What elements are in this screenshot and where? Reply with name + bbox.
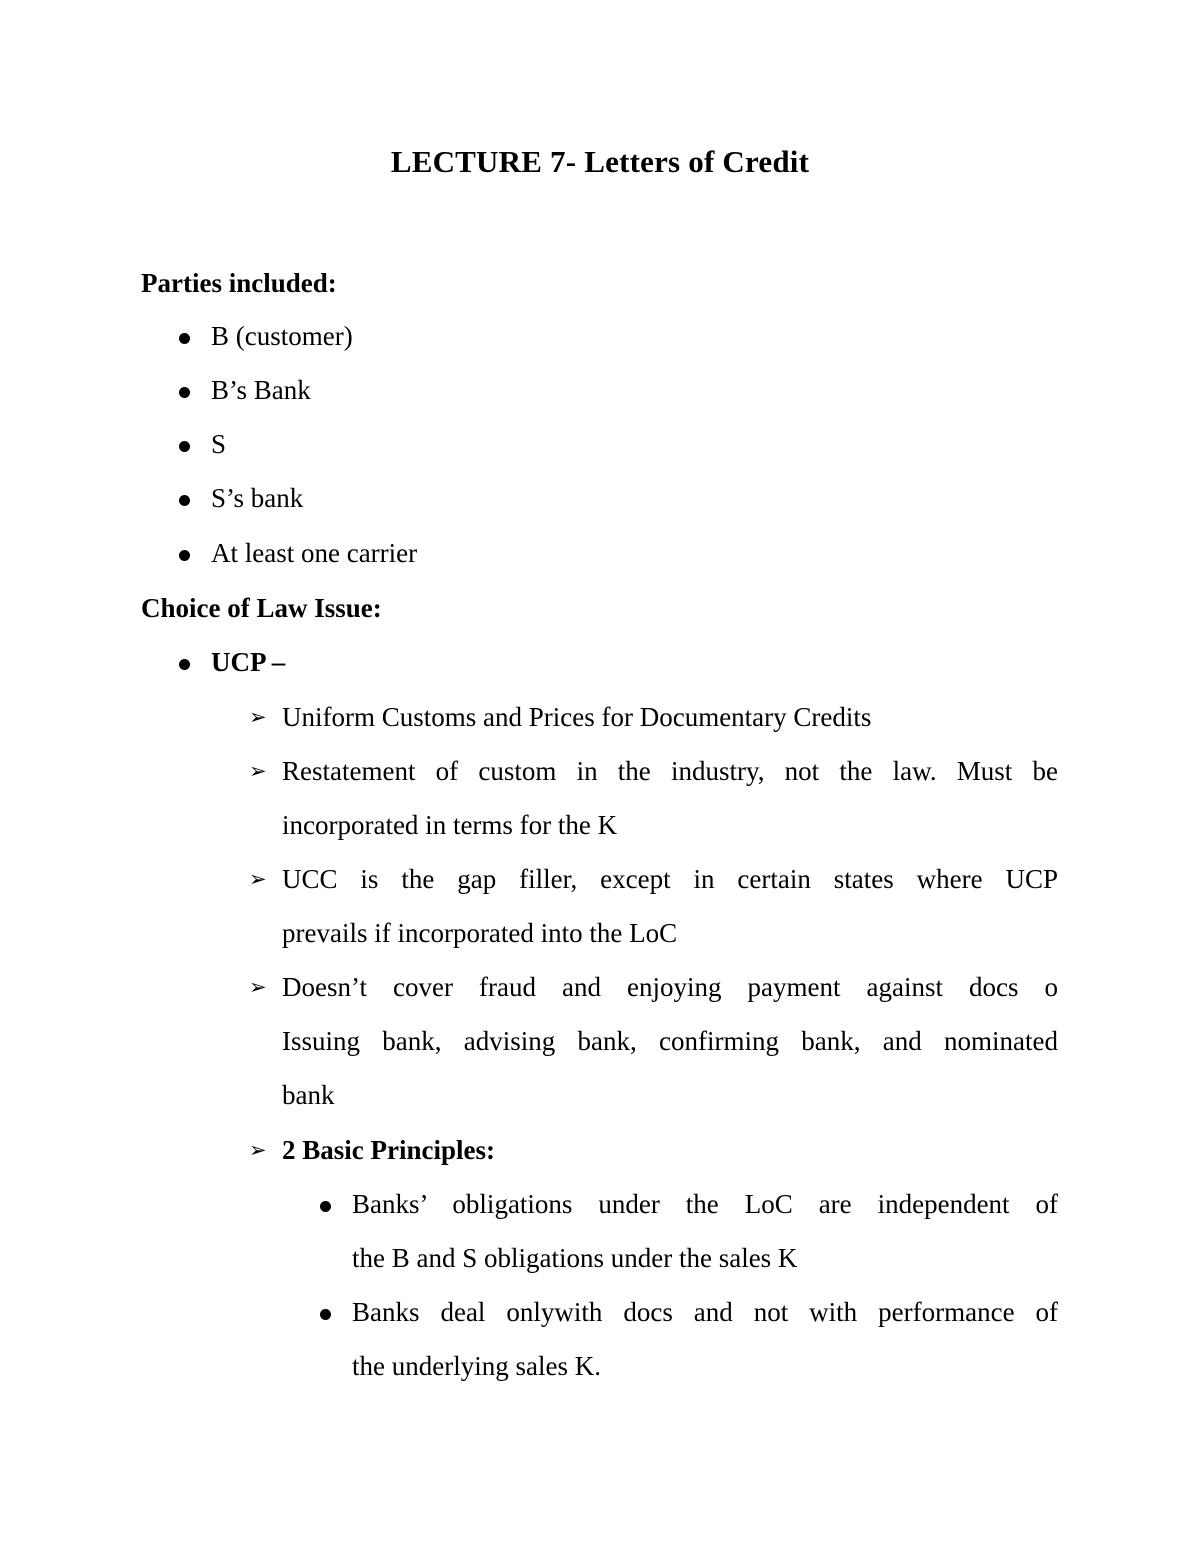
list-item-line: Restatement of custom in the industry, not the law. Must be xyxy=(282,756,1058,786)
bullet-icon xyxy=(179,495,190,506)
bullet-icon xyxy=(179,550,190,561)
choice-of-law-heading: Choice of Law Issue: xyxy=(141,593,382,623)
list-item-line: Issuing bank, advising bank, confirming bank, and nominated xyxy=(282,1026,1058,1056)
list-item-line: Uniform Customs and Prices for Documentary Credits xyxy=(282,702,872,732)
principles-heading: 2 Basic Principles: xyxy=(282,1135,495,1165)
bullet-icon xyxy=(320,1309,331,1320)
bullet-icon xyxy=(320,1201,331,1212)
list-item-line: bank xyxy=(282,1080,335,1110)
arrow-bullet-icon: ➢ xyxy=(249,867,267,891)
list-item: B’s Bank xyxy=(211,375,311,405)
arrow-bullet-icon: ➢ xyxy=(249,705,267,729)
arrow-bullet-icon: ➢ xyxy=(249,1138,267,1162)
list-item-line: incorporated in terms for the K xyxy=(282,810,618,840)
arrow-bullet-icon: ➢ xyxy=(249,759,267,783)
page-title: LECTURE 7- Letters of Credit xyxy=(390,144,810,179)
list-item: B (customer) xyxy=(211,321,353,351)
bullet-icon xyxy=(179,659,190,670)
list-item: At least one carrier xyxy=(211,538,418,568)
list-item-line: Banks deal onlywith docs and not with performance of xyxy=(352,1297,1058,1327)
ucp-label: UCP – xyxy=(211,647,286,677)
list-item: S xyxy=(211,429,227,459)
bullet-icon xyxy=(179,333,190,344)
list-item-line: UCC is the gap filler, except in certain states where UCP xyxy=(282,864,1058,894)
list-item-line: Doesn’t cover fraud and enjoying payment against docs o xyxy=(282,972,1058,1002)
list-item-line: prevails if incorporated into the LoC xyxy=(282,918,678,948)
list-item-line: Banks’ obligations under the LoC are independent of xyxy=(352,1189,1058,1219)
parties-heading: Parties included: xyxy=(141,268,337,298)
list-item-line: the B and S obligations under the sales K xyxy=(352,1243,798,1273)
bullet-icon xyxy=(179,387,190,398)
list-item-line: the underlying sales K. xyxy=(352,1351,601,1381)
arrow-bullet-icon: ➢ xyxy=(249,975,267,999)
list-item: S’s bank xyxy=(211,483,304,513)
bullet-icon xyxy=(179,441,190,452)
